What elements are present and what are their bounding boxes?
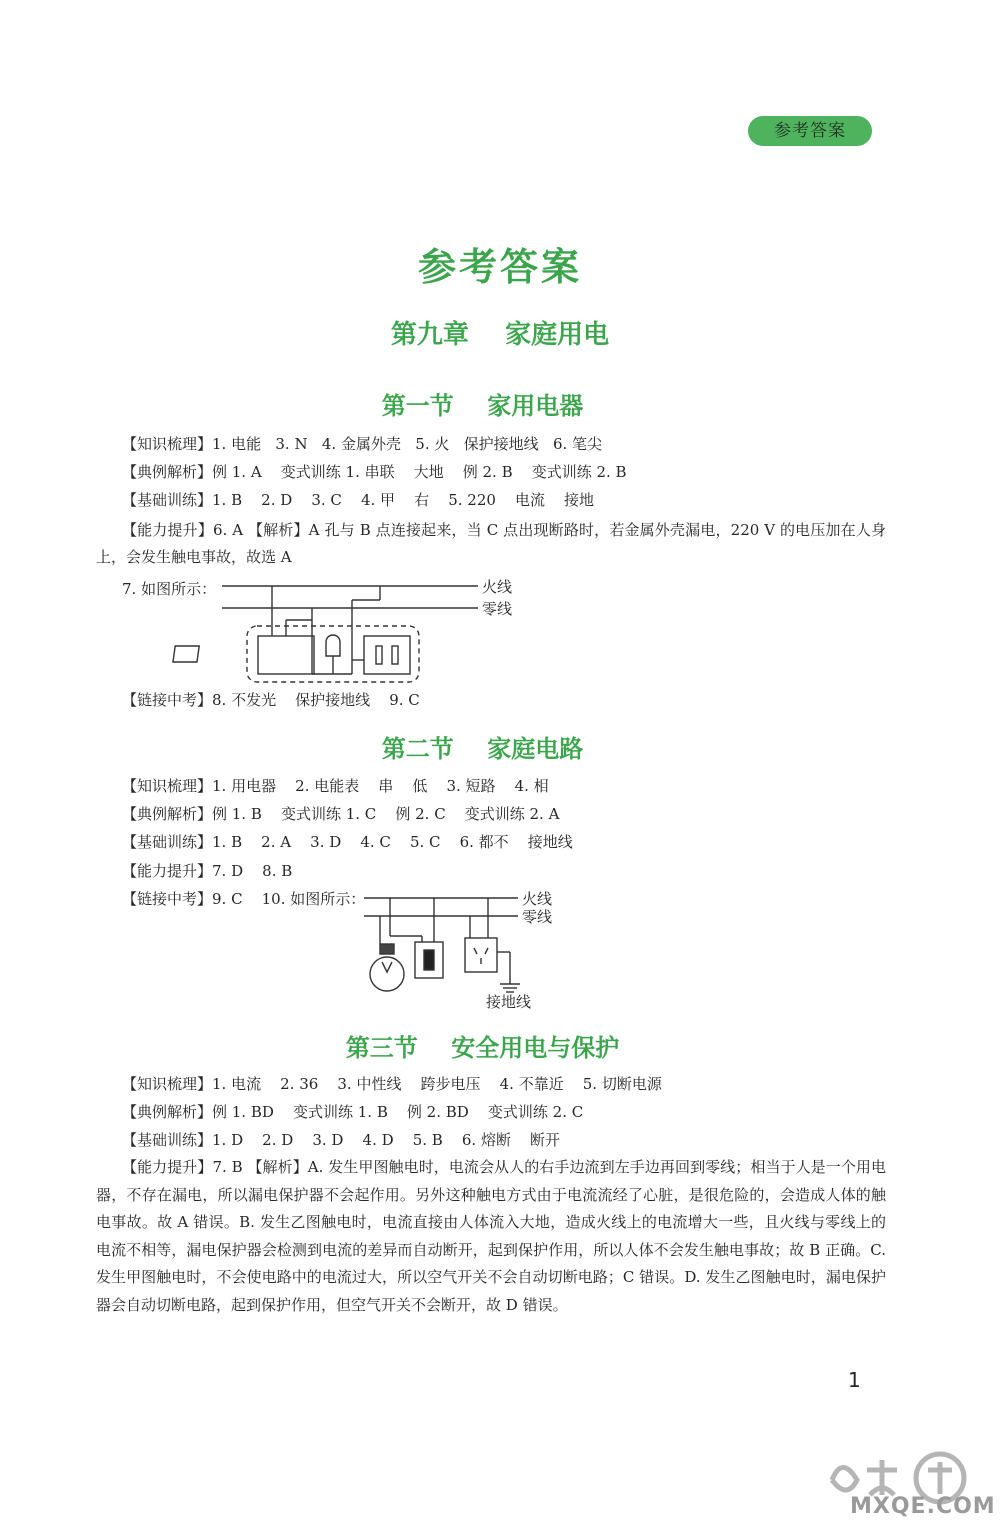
section2-line-4: 【能力提升】7. D 8. B — [122, 862, 293, 880]
chapter-title: 第九章 家庭用电 — [390, 320, 610, 350]
section3-line-3: 【基础训练】1. D 2. D 3. D 4. D 5. B 6. 熔断 断开 — [122, 1131, 561, 1149]
section1-link: 【链接中考】8. 不发光 保护接地线 9. C — [122, 691, 420, 709]
section-title-3: 第三节 安全用电与保护 — [345, 1034, 620, 1062]
figure2-live-label: 火线 — [522, 890, 553, 908]
figure1-neutral-label: 零线 — [482, 600, 513, 618]
figure1-live-label: 火线 — [482, 578, 513, 596]
header-badge: 参考答案 — [748, 116, 872, 146]
section2-line-1: 【知识梳理】1. 用电器 2. 电能表 串 低 3. 短路 4. 相 — [122, 777, 549, 795]
section1-line-2: 【典例解析】例 1. A 变式训练 1. 串联 大地 例 2. B 变式训练 2. B — [122, 463, 627, 481]
page-title: 参考答案 — [417, 245, 582, 289]
section-title-1: 第一节 家用电器 — [381, 392, 584, 420]
section2-line-3: 【基础训练】1. B 2. A 3. D 4. C 5. C 6. 都不 接地线 — [122, 833, 573, 851]
section1-line-3: 【基础训练】1. B 2. D 3. C 4. 甲 右 5. 220 电流 接地 — [122, 491, 595, 509]
page-number: 1 — [848, 1368, 861, 1392]
section3-ability: 【能力提升】7. B 【解析】A. 发生甲图触电时，电流会从人的右手边流到左手边再回到零线；相当于人是一个用电器，不存在漏电，所以漏电保护器不会起作用。另外这种触电方式由于电流流经了心脏，是很危险的，会造成人体的触电事故。故 A 错误。B. 发生乙图触电时，电流直接由人体流入大地，造成火线上的电流增大一些，且火线与零线上的电流不相等，漏电保护器会检测到电流的差异而自动断开，起到保护作用，所以人体不会发生触电事故；故 B 正确。C. 发生甲图触电时，不会使电路中的电流过大，所以空气开关不会自动切断电路；C 错误。D. 发生乙图触电时，漏电保护器会自动切断电路，起到保护作用，但空气开关不会断开，故 D 错误。 — [96, 1158, 886, 1314]
section3-line-1: 【知识梳理】1. 电流 2. 36 3. 中性线 跨步电压 4. 不靠近 5. 切断电源 — [122, 1075, 662, 1093]
figure2-ground-label: 接地线 — [486, 993, 532, 1011]
watermark-text: MXQE.COM — [850, 1494, 996, 1519]
section1-ability: 【能力提升】6. A 【解析】A 孔与 B 点连接起来，当 C 点出现断路时，若金属外壳漏电，220 V 的电压加在人身上，会发生触电事故，故选 A — [96, 521, 886, 566]
figure1-caption: 7. 如图所示： — [122, 580, 217, 598]
figure2-neutral-label: 零线 — [522, 908, 553, 926]
section3-line-2: 【典例解析】例 1. BD 变式训练 1. B 例 2. BD 变式训练 2. C — [122, 1103, 584, 1121]
section2-link: 【链接中考】9. C 10. 如图所示： — [122, 890, 366, 908]
section2-line-2: 【典例解析】例 1. B 变式训练 1. C 例 2. C 变式训练 2. A — [122, 805, 560, 823]
section-title-2: 第二节 家庭电路 — [381, 735, 584, 763]
section1-line-1: 【知识梳理】1. 电能 3. N 4. 金属外壳 5. 火 保护接地线 6. 笔尖 — [122, 435, 603, 453]
